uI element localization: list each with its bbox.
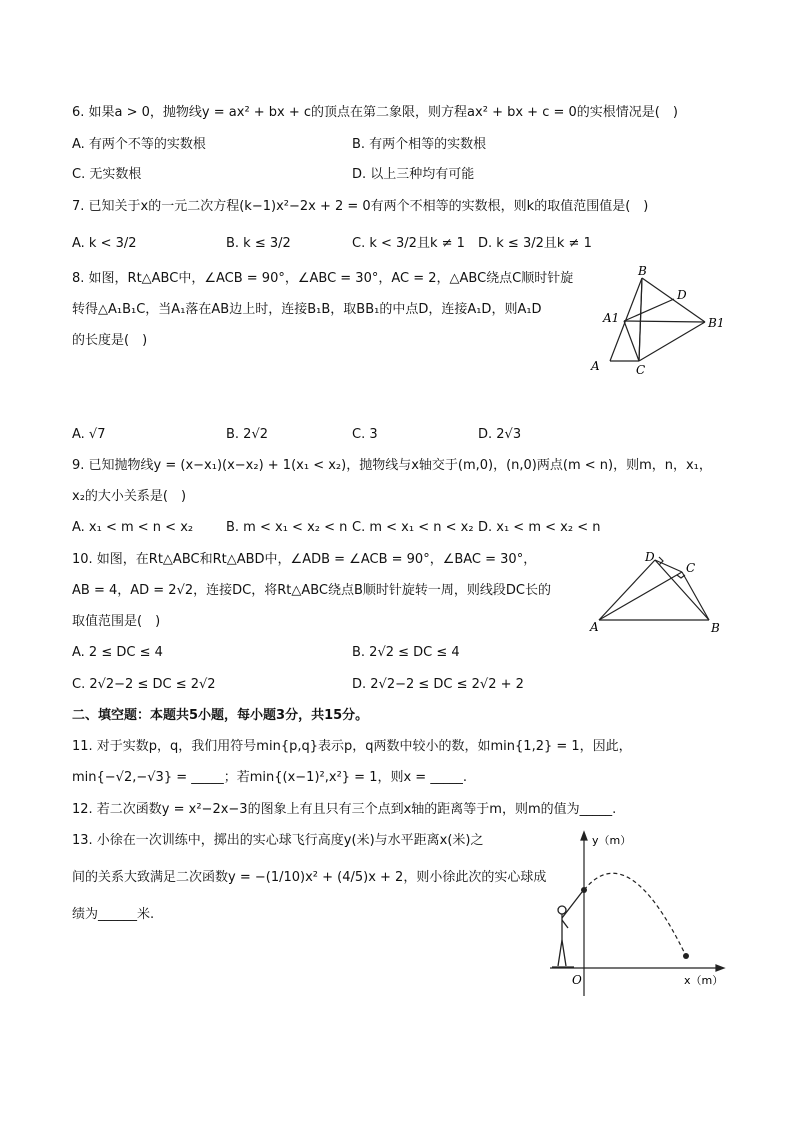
- q10-option-a[interactable]: A. 2 ≤ DC ≤ 4: [72, 645, 163, 660]
- q10-label-a: A: [590, 620, 599, 634]
- q13-athlete-leg-left: [558, 940, 562, 966]
- q6-stem: 6. 如果a > 0，抛物线y = ax² + bx + c的顶点在第二象限，则方程ax² + bx + c = 0的实根情况是( ): [72, 105, 678, 120]
- q7-option-c[interactable]: C. k < 3/2且k ≠ 1: [352, 236, 465, 251]
- q13-stem-line3: 绩为______米.: [72, 907, 155, 922]
- q10-stem-line2: AB = 4，AD = 2√2，连接DC，将Rt△ABC绕点B顺时针旋转一周，则线段DC长的: [72, 583, 552, 598]
- q11-line1: 11. 对于实数p，q，我们用符号min{p,q}表示p，q两数中较小的数，如min{1,2} = 1，因此，: [72, 739, 632, 754]
- q9-stem-line2: x₂的大小关系是( ): [72, 489, 187, 504]
- q8-option-a[interactable]: A. √7: [72, 427, 106, 442]
- q12-line1: 12. 若二次函数y = x²−2x−3的图象上有且只有三个点到x轴的距离等于m，则m的值为_____.: [72, 802, 617, 817]
- q8-label-c: C: [636, 363, 646, 377]
- q10-stem-line3: 取值范围是( ): [72, 614, 161, 629]
- q8-label-d: D: [677, 288, 687, 302]
- q6-option-b[interactable]: B. 有两个相等的实数根: [352, 137, 487, 152]
- q13-stem-line2: 间的关系大致满足二次函数y = −(1/10)x² + (4/5)x + 2，则小徐此次的实心球成: [72, 870, 547, 885]
- q13-label-x-axis: x（m）: [684, 974, 724, 987]
- q13-athlete-head: [558, 906, 566, 914]
- q13-athlete: [552, 892, 582, 967]
- q9-option-d[interactable]: D. x₁ < m < x₂ < n: [478, 520, 601, 535]
- q7-option-b[interactable]: B. k ≤ 3/2: [226, 236, 291, 251]
- q6-option-c[interactable]: C. 无实数根: [72, 167, 142, 182]
- q13-label-origin: O: [572, 973, 582, 987]
- q13-trajectory: [584, 873, 686, 956]
- q10-edge-ac: [599, 572, 682, 620]
- q10-option-d[interactable]: D. 2√2−2 ≤ DC ≤ 2√2 + 2: [352, 677, 524, 692]
- q8-figure: [585, 262, 735, 377]
- q10-label-b: B: [711, 621, 720, 635]
- q6-option-a[interactable]: A. 有两个不等的实数根: [72, 137, 206, 152]
- q8-edge-b1c: [639, 322, 705, 361]
- q8-option-d[interactable]: D. 2√3: [478, 427, 522, 442]
- q9-option-a[interactable]: A. x₁ < m < n < x₂: [72, 520, 194, 535]
- q11-line2: min{−√2,−√3} = _____；若min{(x−1)²,x²} = 1，则x = _____.: [72, 770, 467, 785]
- q8-option-b[interactable]: B. 2√2: [226, 427, 269, 442]
- q9-option-c[interactable]: C. m < x₁ < n < x₂: [352, 520, 474, 535]
- q8-stem-line2: 转得△A₁B₁C，当A₁落在AB边上时，连接B₁B，取BB₁的中点D，连接A₁D，则A₁D: [72, 302, 542, 317]
- q10-edge-dc: [655, 560, 682, 572]
- q13-x-axis-arrow: [716, 965, 724, 971]
- q10-label-c: C: [686, 561, 696, 575]
- q8-label-a1: A1: [603, 311, 620, 325]
- q7-option-a[interactable]: A. k < 3/2: [72, 236, 137, 251]
- q13-athlete-leg-right: [562, 940, 566, 966]
- q10-right-angle-c: [677, 575, 685, 578]
- q8-label-b1: B1: [708, 316, 725, 330]
- q8-label-b: B: [638, 264, 647, 278]
- q8-edge-a1d: [624, 299, 674, 321]
- q13-athlete-arm-up: [562, 892, 582, 918]
- q7-option-d[interactable]: D. k ≤ 3/2且k ≠ 1: [478, 236, 592, 251]
- q10-option-c[interactable]: C. 2√2−2 ≤ DC ≤ 2√2: [72, 677, 216, 692]
- q8-edge-bb1: [642, 278, 705, 322]
- q10-figure: [585, 548, 725, 638]
- q13-stem-line1: 13. 小徐在一次训练中，掷出的实心球飞行高度y(米)与水平距离x(米)之: [72, 833, 484, 848]
- q9-stem-line1: 9. 已知抛物线y = (x−x₁)(x−x₂) + 1(x₁ < x₂)，抛物线与x轴交于(m,0)，(n,0)两点(m < n)，则m，n，x₁，: [72, 458, 712, 473]
- q13-ball-landing: [683, 953, 689, 959]
- q13-athlete-arm: [562, 920, 568, 928]
- q8-label-a: A: [591, 359, 600, 373]
- q7-stem: 7. 已知关于x的一元二次方程(k−1)x²−2x + 2 = 0有两个不相等的实数根，则k的取值范围值是( ): [72, 199, 649, 214]
- q8-edge-a1c: [624, 321, 639, 361]
- q13-y-axis-arrow: [581, 832, 587, 840]
- q10-edge-ad: [599, 560, 655, 620]
- q10-stem-line1: 10. 如图，在Rt△ABC和Rt△ABD中，∠ADB = ∠ACB = 90°，∠BAC = 30°，: [72, 552, 537, 567]
- q10-edge-cb: [682, 572, 709, 620]
- q9-option-b[interactable]: B. m < x₁ < x₂ < n: [226, 520, 348, 535]
- q8-edge-bc: [639, 278, 642, 361]
- q13-label-y-axis: y（m）: [592, 834, 632, 847]
- q13-figure: [540, 828, 740, 1003]
- section-heading-fill-in: 二、填空题：本题共5小题，每小题3分，共15分。: [72, 708, 369, 723]
- q8-stem-line3: 的长度是( ): [72, 333, 148, 348]
- q8-edge-a1b1: [624, 321, 705, 322]
- q6-option-d[interactable]: D. 以上三种均有可能: [352, 167, 475, 182]
- q10-label-d: D: [645, 550, 655, 564]
- q8-option-c[interactable]: C. 3: [352, 427, 378, 442]
- q10-option-b[interactable]: B. 2√2 ≤ DC ≤ 4: [352, 645, 460, 660]
- q10-edge-db: [655, 560, 709, 620]
- q8-stem-line1: 8. 如图，Rt△ABC中，∠ACB = 90°，∠ABC = 30°，AC = 2，△ABC绕点C顺时针旋: [72, 271, 574, 286]
